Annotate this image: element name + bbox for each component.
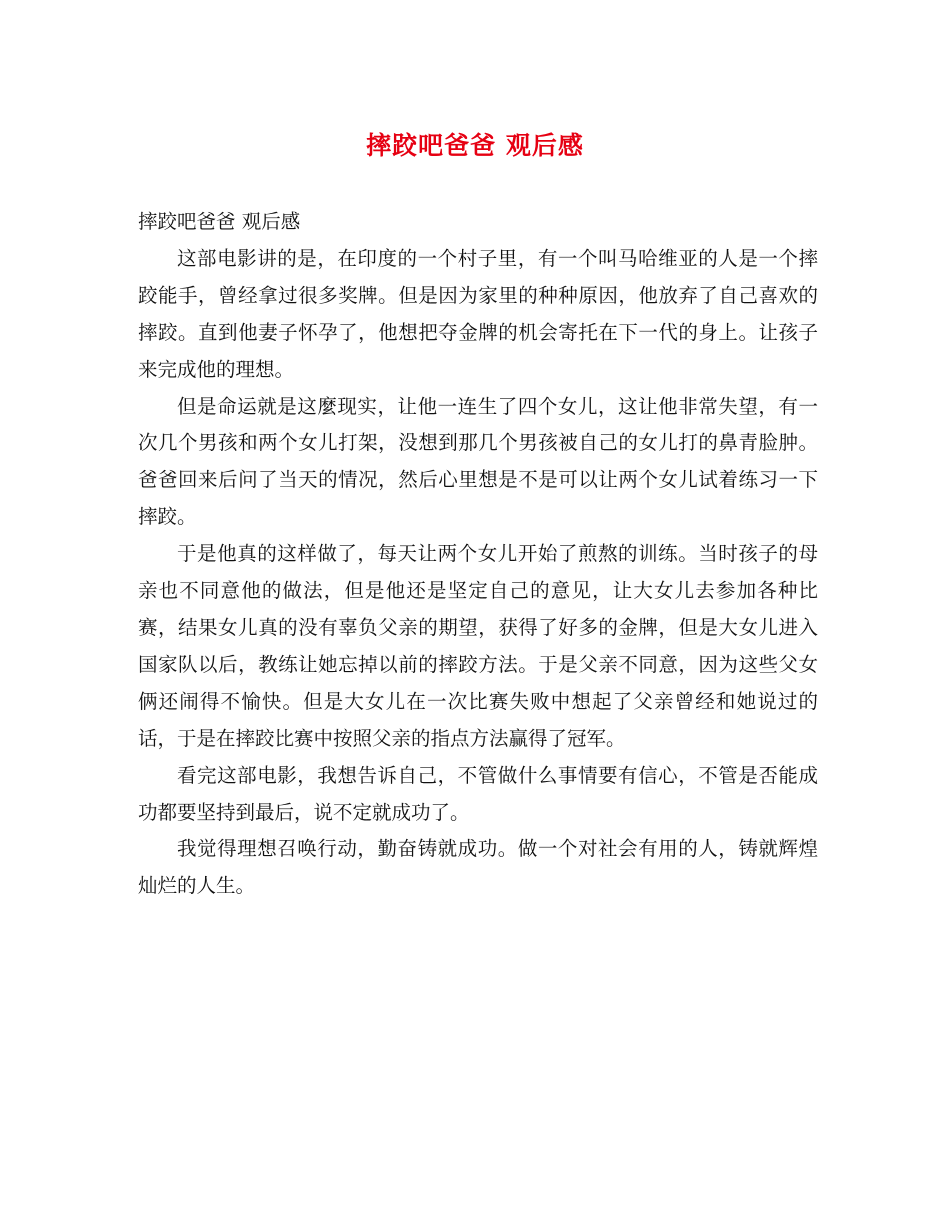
- paragraph-3: 于是他真的这样做了，每天让两个女儿开始了煎熬的训练。当时孩子的母亲也不同意他的做法，但是他还是坚定自己的意见，让大女儿去参加各种比赛，结果女儿真的没有辜负父亲的期望，获得了好多的金牌，但是大女儿进入国家队以后，教练让她忘掉以前的摔跤方法。于是父亲不同意，因为这些父女俩还闹得不愉快。但是大女儿在一次比赛失败中想起了父亲曾经和她说过的话，于是在摔跤比赛中按照父亲的指点方法赢得了冠军。: [138, 542, 818, 750]
- paragraph-5: 我觉得理想召唤行动，勤奋铸就成功。做一个对社会有用的人，铸就辉煌灿烂的人生。: [138, 837, 818, 898]
- paragraph-4: 看完这部电影，我想告诉自己，不管做什么事情要有信心，不管是否能成功都要坚持到最后，说不定就成功了。: [138, 763, 818, 824]
- paragraph-2: 但是命运就是这麼现实，让他一连生了四个女儿，这让他非常失望，有一次几个男孩和两个女儿打架，没想到那几个男孩被自己的女儿打的鼻青脸肿。爸爸回来后问了当天的情况，然后心里想是不是可以让两个女儿试着练习一下摔跤。: [138, 394, 818, 529]
- document-subtitle: 摔跤吧爸爸 观后感: [138, 210, 301, 233]
- page-title: 摔跤吧爸爸 观后感: [366, 131, 584, 160]
- document-body: [138, 204, 818, 905]
- paragraph-1: 这部电影讲的是，在印度的一个村子里，有一个叫马哈维亚的人是一个摔跤能手，曾经拿过很多奖牌。但是因为家里的种种原因，他放弃了自己喜欢的摔跤。直到他妻子怀孕了，他想把夺金牌的机会寄托在下一代的身上。让孩子来完成他的理想。: [138, 246, 818, 381]
